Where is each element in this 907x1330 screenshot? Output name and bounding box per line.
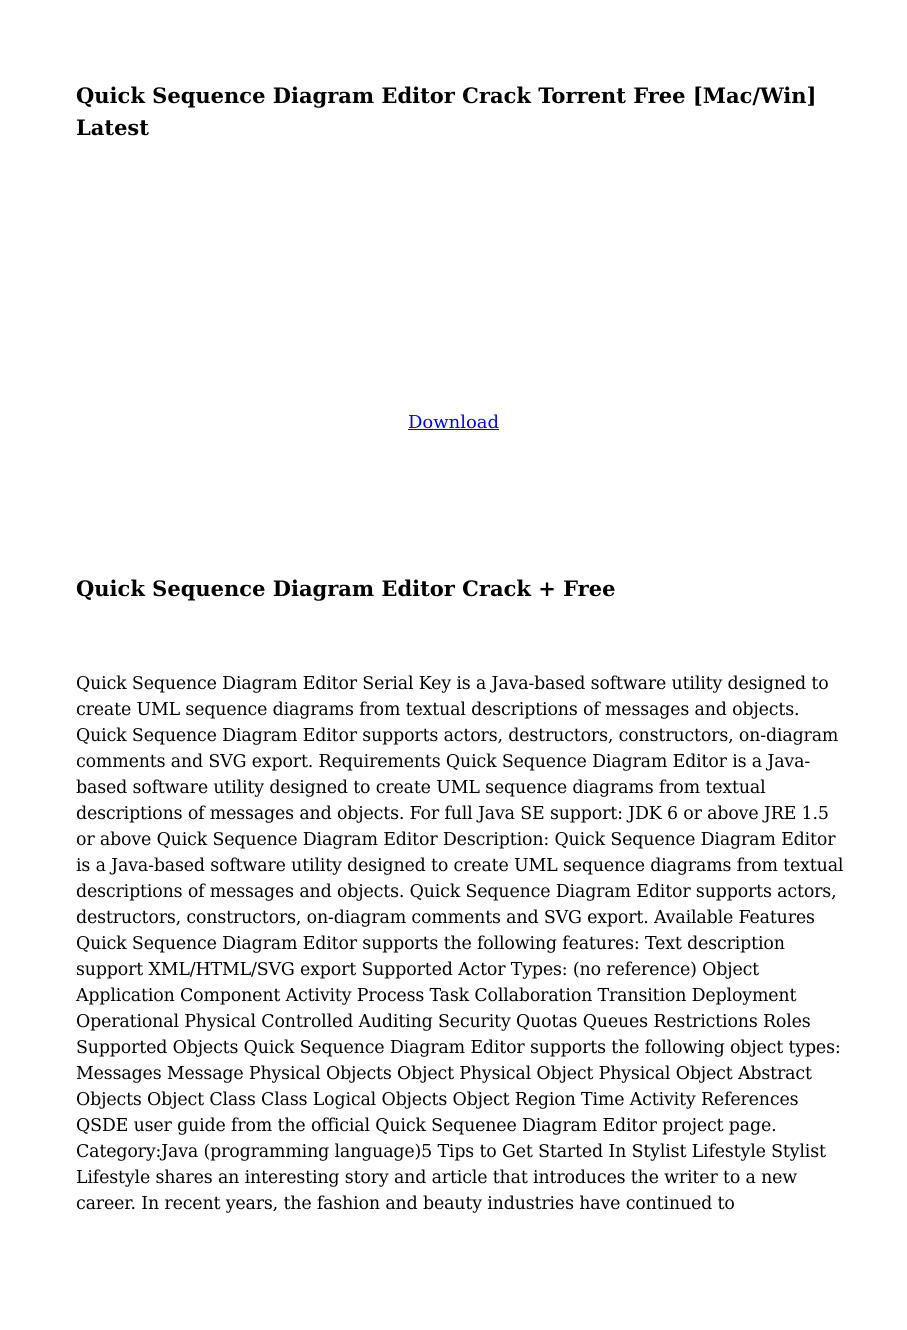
body-paragraph: Quick Sequence Diagram Editor Serial Key is a Java-based software utility designed to create UML sequence diagrams from textual descriptions of messages and objects. Quick Sequence Diagram Editor supports actors, destructors, constructors, on-diagram comments and SVG export. Requirements Quick Sequence Diagram Editor is a Java-based software utility designed to create UML sequence diagrams from textual descriptions of messages and objects. For full Java SE support: JDK 6 or above JRE 1.5 or above Quick Sequence Diagram Editor Description: Quick Sequence Diagram Editor is a Java-based software utility designed to create UML sequence diagrams from textual descriptions of messages and objects. Quick Sequence Diagram Editor supports actors, destructors, constructors, on-diagram comments and SVG export. Available Features Quick Sequence Diagram Editor supports the following features: Text description support XML/HTML/SVG export Supported Actor Types: (no reference) Object Application Component Activity Process Task Collaboration Transition Deployment Operational Physical Controlled Auditing Security Quotas Queues Restrictions Roles Supported Objects Quick Sequence Diagram Editor supports the following object types: Messages Message Physical Objects Object Physical Object Physical Object Abstract Objects Object Class Class Logical Objects Object Region Time Activity References QSDE user guide from the official Quick Sequenee Diagram Editor project page. Category:Java (programming language)5 Tips to Get Started In Stylist Lifestyle Stylist Lifestyle shares an interesting story and article that introduces the writer to a new career. In recent years, the fashion and beauty industries have continued to <box>76 674 844 1214</box>
page-title: Quick Sequence Diagram Editor Crack Torrent Free [Mac/Win] Latest <box>76 83 817 140</box>
download-link[interactable]: Download <box>407 412 500 433</box>
section-heading: Quick Sequence Diagram Editor Crack + Free <box>76 576 616 601</box>
download-link-container <box>0 410 907 436</box>
